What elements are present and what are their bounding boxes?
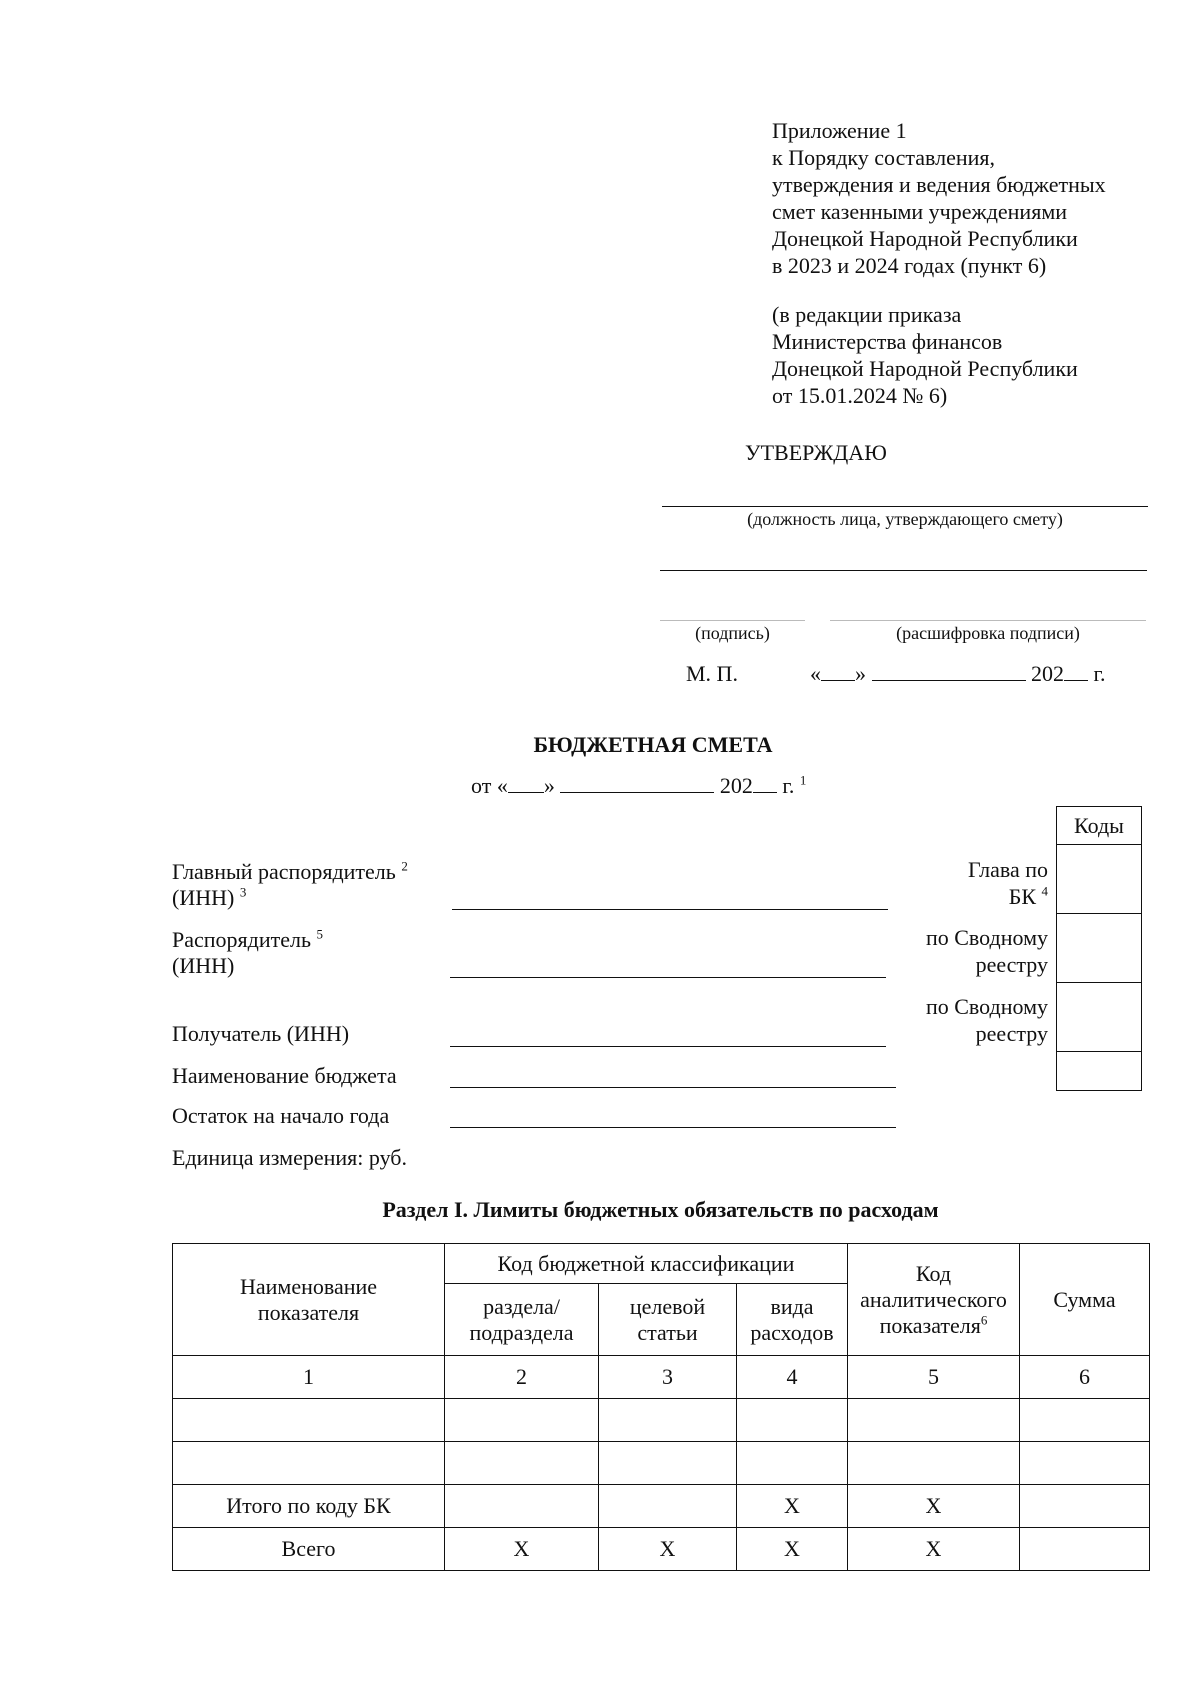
registry-line-2: реестру xyxy=(975,952,1048,977)
table-row xyxy=(173,1399,1150,1442)
chief-manager-line xyxy=(452,909,888,910)
balance-label: Остаток на начало года xyxy=(172,1103,390,1128)
unit-label: Единица измерения: руб. xyxy=(172,1145,407,1170)
section-title: Раздел I. Лимиты бюджетных обязательств по расходам xyxy=(382,1197,939,1222)
year-blank xyxy=(753,772,777,793)
total-bk-row xyxy=(173,1485,1150,1528)
table-cell: X xyxy=(737,1528,848,1571)
edition-line: от 15.01.2024 № 6) xyxy=(772,383,948,408)
table-cell: X xyxy=(737,1485,848,1528)
column-number: 4 xyxy=(737,1356,848,1399)
balance-line xyxy=(450,1127,896,1128)
header-text: раздела/ xyxy=(483,1293,560,1319)
year-prefix: 202 xyxy=(719,773,753,798)
table-cell[interactable] xyxy=(1020,1485,1150,1528)
code-cell-registry-1[interactable] xyxy=(1057,914,1142,983)
signature-caption: (подпись) xyxy=(695,623,770,643)
table-cell[interactable] xyxy=(1020,1442,1150,1485)
header-bk-code: Код бюджетной классификации xyxy=(445,1244,848,1284)
header-text: подраздела xyxy=(469,1319,574,1345)
open-quote: « xyxy=(810,661,821,686)
header-text: статьи xyxy=(637,1319,698,1345)
grand-total-row xyxy=(173,1528,1150,1571)
column-number-row xyxy=(173,1356,1150,1399)
edition-line: Донецкой Народной Республики xyxy=(772,356,1078,381)
month-blank xyxy=(872,660,1026,681)
chapter-line-2 xyxy=(880,883,1048,910)
close-quote: » xyxy=(855,661,866,686)
appendix-line: Донецкой Народной Республики xyxy=(772,226,1078,251)
edition-line: (в редакции приказа xyxy=(772,302,962,327)
table-cell[interactable] xyxy=(1020,1528,1150,1571)
table-cell: X xyxy=(848,1485,1020,1528)
chapter-text: БК xyxy=(1008,884,1036,909)
table-cell[interactable] xyxy=(445,1442,599,1485)
month-blank xyxy=(560,772,714,793)
appendix-line: в 2023 и 2024 годах (пункт 6) xyxy=(772,253,1047,278)
registry-line-2: реестру xyxy=(975,1021,1048,1046)
chief-manager-label xyxy=(172,858,408,885)
footnote-ref: 5 xyxy=(316,926,324,942)
codes-table xyxy=(1056,806,1142,1091)
chief-inn-label xyxy=(172,884,246,911)
header-section xyxy=(445,1284,599,1356)
day-blank xyxy=(508,772,544,793)
budget-name-label: Наименование бюджета xyxy=(172,1063,397,1088)
header-type xyxy=(737,1284,848,1356)
table-cell[interactable] xyxy=(445,1485,599,1528)
table-cell[interactable] xyxy=(1020,1399,1150,1442)
manager-text: Распорядитель xyxy=(172,927,312,952)
header-text: аналитического xyxy=(860,1286,1007,1312)
table-cell[interactable] xyxy=(737,1442,848,1485)
header-word: показателя xyxy=(879,1312,981,1338)
chief-manager-text: Главный распорядитель xyxy=(172,859,396,884)
approval-title: УТВЕРЖДАЮ xyxy=(745,440,887,465)
table-cell: Всего xyxy=(173,1528,445,1571)
approval-date xyxy=(810,660,1106,687)
year-suffix: г. xyxy=(782,773,795,798)
table-cell[interactable] xyxy=(599,1399,737,1442)
code-cell-registry-2[interactable] xyxy=(1057,983,1142,1052)
footnote-ref: 6 xyxy=(980,1312,988,1328)
table-cell: X xyxy=(445,1528,599,1571)
footnote-ref: 1 xyxy=(799,772,807,788)
open-quote: « xyxy=(496,773,508,798)
manager-line xyxy=(450,977,886,978)
registry-label-2 xyxy=(880,993,1048,1047)
table-cell[interactable] xyxy=(173,1399,445,1442)
codes-header: Коды xyxy=(1057,807,1142,845)
budget-name-line xyxy=(450,1087,896,1088)
column-number: 3 xyxy=(599,1356,737,1399)
day-blank xyxy=(821,660,855,681)
appendix-line: Приложение 1 xyxy=(772,118,907,143)
table-cell[interactable] xyxy=(599,1485,737,1528)
chief-inn-text: (ИНН) xyxy=(172,885,235,910)
limits-table xyxy=(172,1243,1150,1571)
year-prefix: 202 xyxy=(1031,661,1064,686)
table-cell[interactable] xyxy=(848,1442,1020,1485)
position-caption: (должность лица, утверждающего смету) xyxy=(747,509,1063,529)
column-number: 2 xyxy=(445,1356,599,1399)
header-text: Наименование xyxy=(239,1273,378,1299)
decode-caption: (расшифровка подписи) xyxy=(896,623,1080,643)
header-text: вида xyxy=(770,1293,814,1319)
document-date xyxy=(471,772,806,799)
table-cell: X xyxy=(599,1528,737,1571)
column-number: 5 xyxy=(848,1356,1020,1399)
table-cell: Итого по коду БК xyxy=(173,1485,445,1528)
appendix-line: к Порядку составления, xyxy=(772,145,995,170)
manager-inn-label: (ИНН) xyxy=(172,953,235,978)
header-indicator-name xyxy=(173,1244,445,1356)
registry-line-1: по Сводному xyxy=(925,925,1048,950)
code-cell-chapter[interactable] xyxy=(1057,845,1142,914)
appendix-line: смет казенными учреждениями xyxy=(772,199,1068,224)
header-target xyxy=(599,1284,737,1356)
stamp-label: М. П. xyxy=(686,661,738,686)
decode-line xyxy=(830,620,1146,621)
edition-line: Министерства финансов xyxy=(772,329,1003,354)
code-cell-budget[interactable] xyxy=(1057,1052,1142,1091)
close-quote: » xyxy=(543,773,555,798)
position-line-2 xyxy=(660,570,1147,571)
appendix-line: утверждения и ведения бюджетных xyxy=(772,172,1106,197)
recipient-label: Получатель (ИНН) xyxy=(172,1021,350,1046)
table-cell[interactable] xyxy=(445,1399,599,1442)
footnote-ref: 4 xyxy=(1041,883,1048,899)
header-sum: Сумма xyxy=(1020,1244,1150,1356)
document-title: БЮДЖЕТНАЯ СМЕТА xyxy=(533,732,773,757)
signature-line xyxy=(660,620,805,621)
appendix-block xyxy=(772,117,1106,279)
footnote-ref: 3 xyxy=(239,884,247,900)
date-prefix: от xyxy=(471,773,492,798)
chapter-label xyxy=(880,856,1048,910)
header-text: целевой xyxy=(629,1293,706,1319)
table-cell[interactable] xyxy=(599,1442,737,1485)
column-number: 1 xyxy=(173,1356,445,1399)
header-text xyxy=(848,1313,1019,1339)
table-cell: X xyxy=(848,1528,1020,1571)
column-number: 6 xyxy=(1020,1356,1150,1399)
position-line xyxy=(662,506,1148,507)
table-cell[interactable] xyxy=(173,1442,445,1485)
header-analytic-code xyxy=(848,1244,1020,1356)
table-row xyxy=(173,1442,1150,1485)
registry-line-1: по Сводному xyxy=(925,994,1048,1019)
header-text: Код xyxy=(915,1260,952,1286)
manager-label xyxy=(172,926,323,953)
table-cell[interactable] xyxy=(848,1399,1020,1442)
footnote-ref: 2 xyxy=(401,858,408,874)
recipient-line xyxy=(450,1046,886,1047)
year-suffix: г. xyxy=(1093,661,1106,686)
header-text: показателя xyxy=(257,1299,360,1325)
chapter-line-1: Глава по xyxy=(968,857,1048,882)
header-text: расходов xyxy=(750,1319,834,1345)
registry-label-1 xyxy=(880,924,1048,978)
year-blank xyxy=(1064,660,1088,681)
table-cell[interactable] xyxy=(737,1399,848,1442)
edition-block xyxy=(772,301,1078,409)
